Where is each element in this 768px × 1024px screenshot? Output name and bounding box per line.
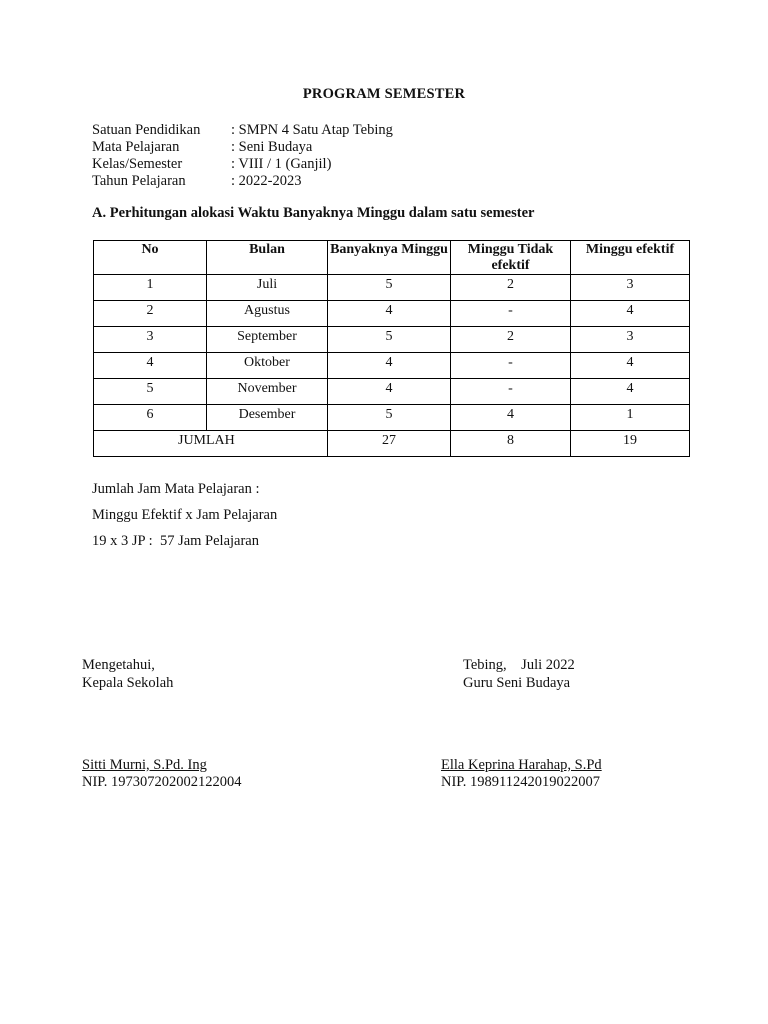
cell-minggu-efektif: 4: [571, 379, 690, 405]
teacher-role: Guru Seni Budaya: [463, 675, 571, 691]
cell-bulan: Juli: [207, 275, 328, 301]
teacher-signer: [441, 757, 602, 791]
week-allocation-table: [93, 240, 690, 457]
teacher-nip: NIP. 198911242019022007: [441, 774, 600, 790]
lesson-hours-calculation: [92, 480, 277, 558]
table-header-row: [94, 241, 690, 275]
info-value: : Seni Budaya: [231, 139, 313, 155]
cell-no: 1: [94, 275, 207, 301]
info-row-kelas-semester: [92, 156, 393, 173]
left-signature-header: [82, 656, 173, 692]
cell-minggu-efektif: 4: [571, 301, 690, 327]
info-label: Kelas/Semester: [92, 156, 183, 172]
info-row-satuan-pendidikan: [92, 122, 393, 139]
cell-no: 4: [94, 353, 207, 379]
table-row: [94, 301, 690, 327]
info-label: Mata Pelajaran: [92, 139, 180, 155]
cell-bulan: Agustus: [207, 301, 328, 327]
principal-name: Sitti Murni, S.Pd. Ing: [82, 757, 207, 773]
right-signature-header: [463, 656, 575, 692]
principal-nip: NIP. 197307202002122004: [82, 774, 242, 790]
info-label: Satuan Pendidikan: [92, 122, 201, 138]
teacher-name: Ella Keprina Harahap, S.Pd: [441, 757, 602, 773]
cell-minggu-tidak-efektif: -: [451, 379, 571, 405]
cell-banyaknya-minggu: 5: [328, 275, 451, 301]
cell-banyaknya-minggu: 5: [328, 327, 451, 353]
header-banyaknya-minggu: Banyaknya Minggu: [328, 241, 451, 275]
cell-minggu-efektif: 3: [571, 327, 690, 353]
info-label: Tahun Pelajaran: [92, 173, 186, 189]
table-row: [94, 405, 690, 431]
cell-minggu-tidak-efektif: 2: [451, 275, 571, 301]
cell-banyaknya-minggu: 4: [328, 301, 451, 327]
cell-minggu-efektif: 3: [571, 275, 690, 301]
cell-minggu-efektif: 4: [571, 353, 690, 379]
table-row: [94, 353, 690, 379]
header-bulan: Bulan: [207, 241, 328, 275]
header-minggu-tidak-efektif: Minggu Tidak efektif: [451, 241, 571, 275]
total-minggu-efektif: 19: [571, 431, 690, 457]
principal-role: Kepala Sekolah: [82, 675, 174, 691]
cell-no: 2: [94, 301, 207, 327]
info-row-tahun-pelajaran: [92, 173, 393, 190]
cell-bulan: November: [207, 379, 328, 405]
header-minggu-efektif: Minggu efektif: [571, 241, 690, 275]
header-no: No: [94, 241, 207, 275]
cell-bulan: Desember: [207, 405, 328, 431]
info-row-mata-pelajaran: [92, 139, 393, 156]
section-heading: A. Perhitungan alokasi Waktu Banyaknya Minggu dalam satu semester: [92, 205, 535, 221]
document-title: PROGRAM SEMESTER: [302, 86, 466, 102]
total-minggu-tidak-efektif: 8: [451, 431, 571, 457]
identity-info: [92, 122, 393, 190]
cell-bulan: Oktober: [207, 353, 328, 379]
cell-minggu-tidak-efektif: -: [451, 353, 571, 379]
cell-banyaknya-minggu: 5: [328, 405, 451, 431]
cell-minggu-tidak-efektif: 4: [451, 405, 571, 431]
total-banyaknya-minggu: 27: [328, 431, 451, 457]
principal-signer: [82, 757, 242, 791]
cell-minggu-tidak-efektif: 2: [451, 327, 571, 353]
cell-no: 5: [94, 379, 207, 405]
place-date: Tebing, Juli 2022: [463, 657, 575, 673]
cell-banyaknya-minggu: 4: [328, 353, 451, 379]
calc-line-3: 19 x 3 JP : 57 Jam Pelajaran: [92, 533, 259, 549]
cell-banyaknya-minggu: 4: [328, 379, 451, 405]
cell-minggu-efektif: 1: [571, 405, 690, 431]
calc-line-1: Jumlah Jam Mata Pelajaran :: [92, 481, 260, 497]
cell-minggu-tidak-efektif: -: [451, 301, 571, 327]
info-value: : 2022-2023: [231, 173, 302, 189]
table-row: [94, 379, 690, 405]
table-row: [94, 275, 690, 301]
cell-no: 3: [94, 327, 207, 353]
cell-bulan: September: [207, 327, 328, 353]
table-total-row: [94, 431, 690, 457]
calc-line-2: Minggu Efektif x Jam Pelajaran: [92, 507, 278, 523]
table-row: [94, 327, 690, 353]
acknowledge-label: Mengetahui,: [82, 657, 155, 673]
info-value: : VIII / 1 (Ganjil): [231, 156, 332, 172]
cell-no: 6: [94, 405, 207, 431]
info-value: : SMPN 4 Satu Atap Tebing: [231, 122, 393, 138]
total-label: JUMLAH: [94, 431, 328, 457]
